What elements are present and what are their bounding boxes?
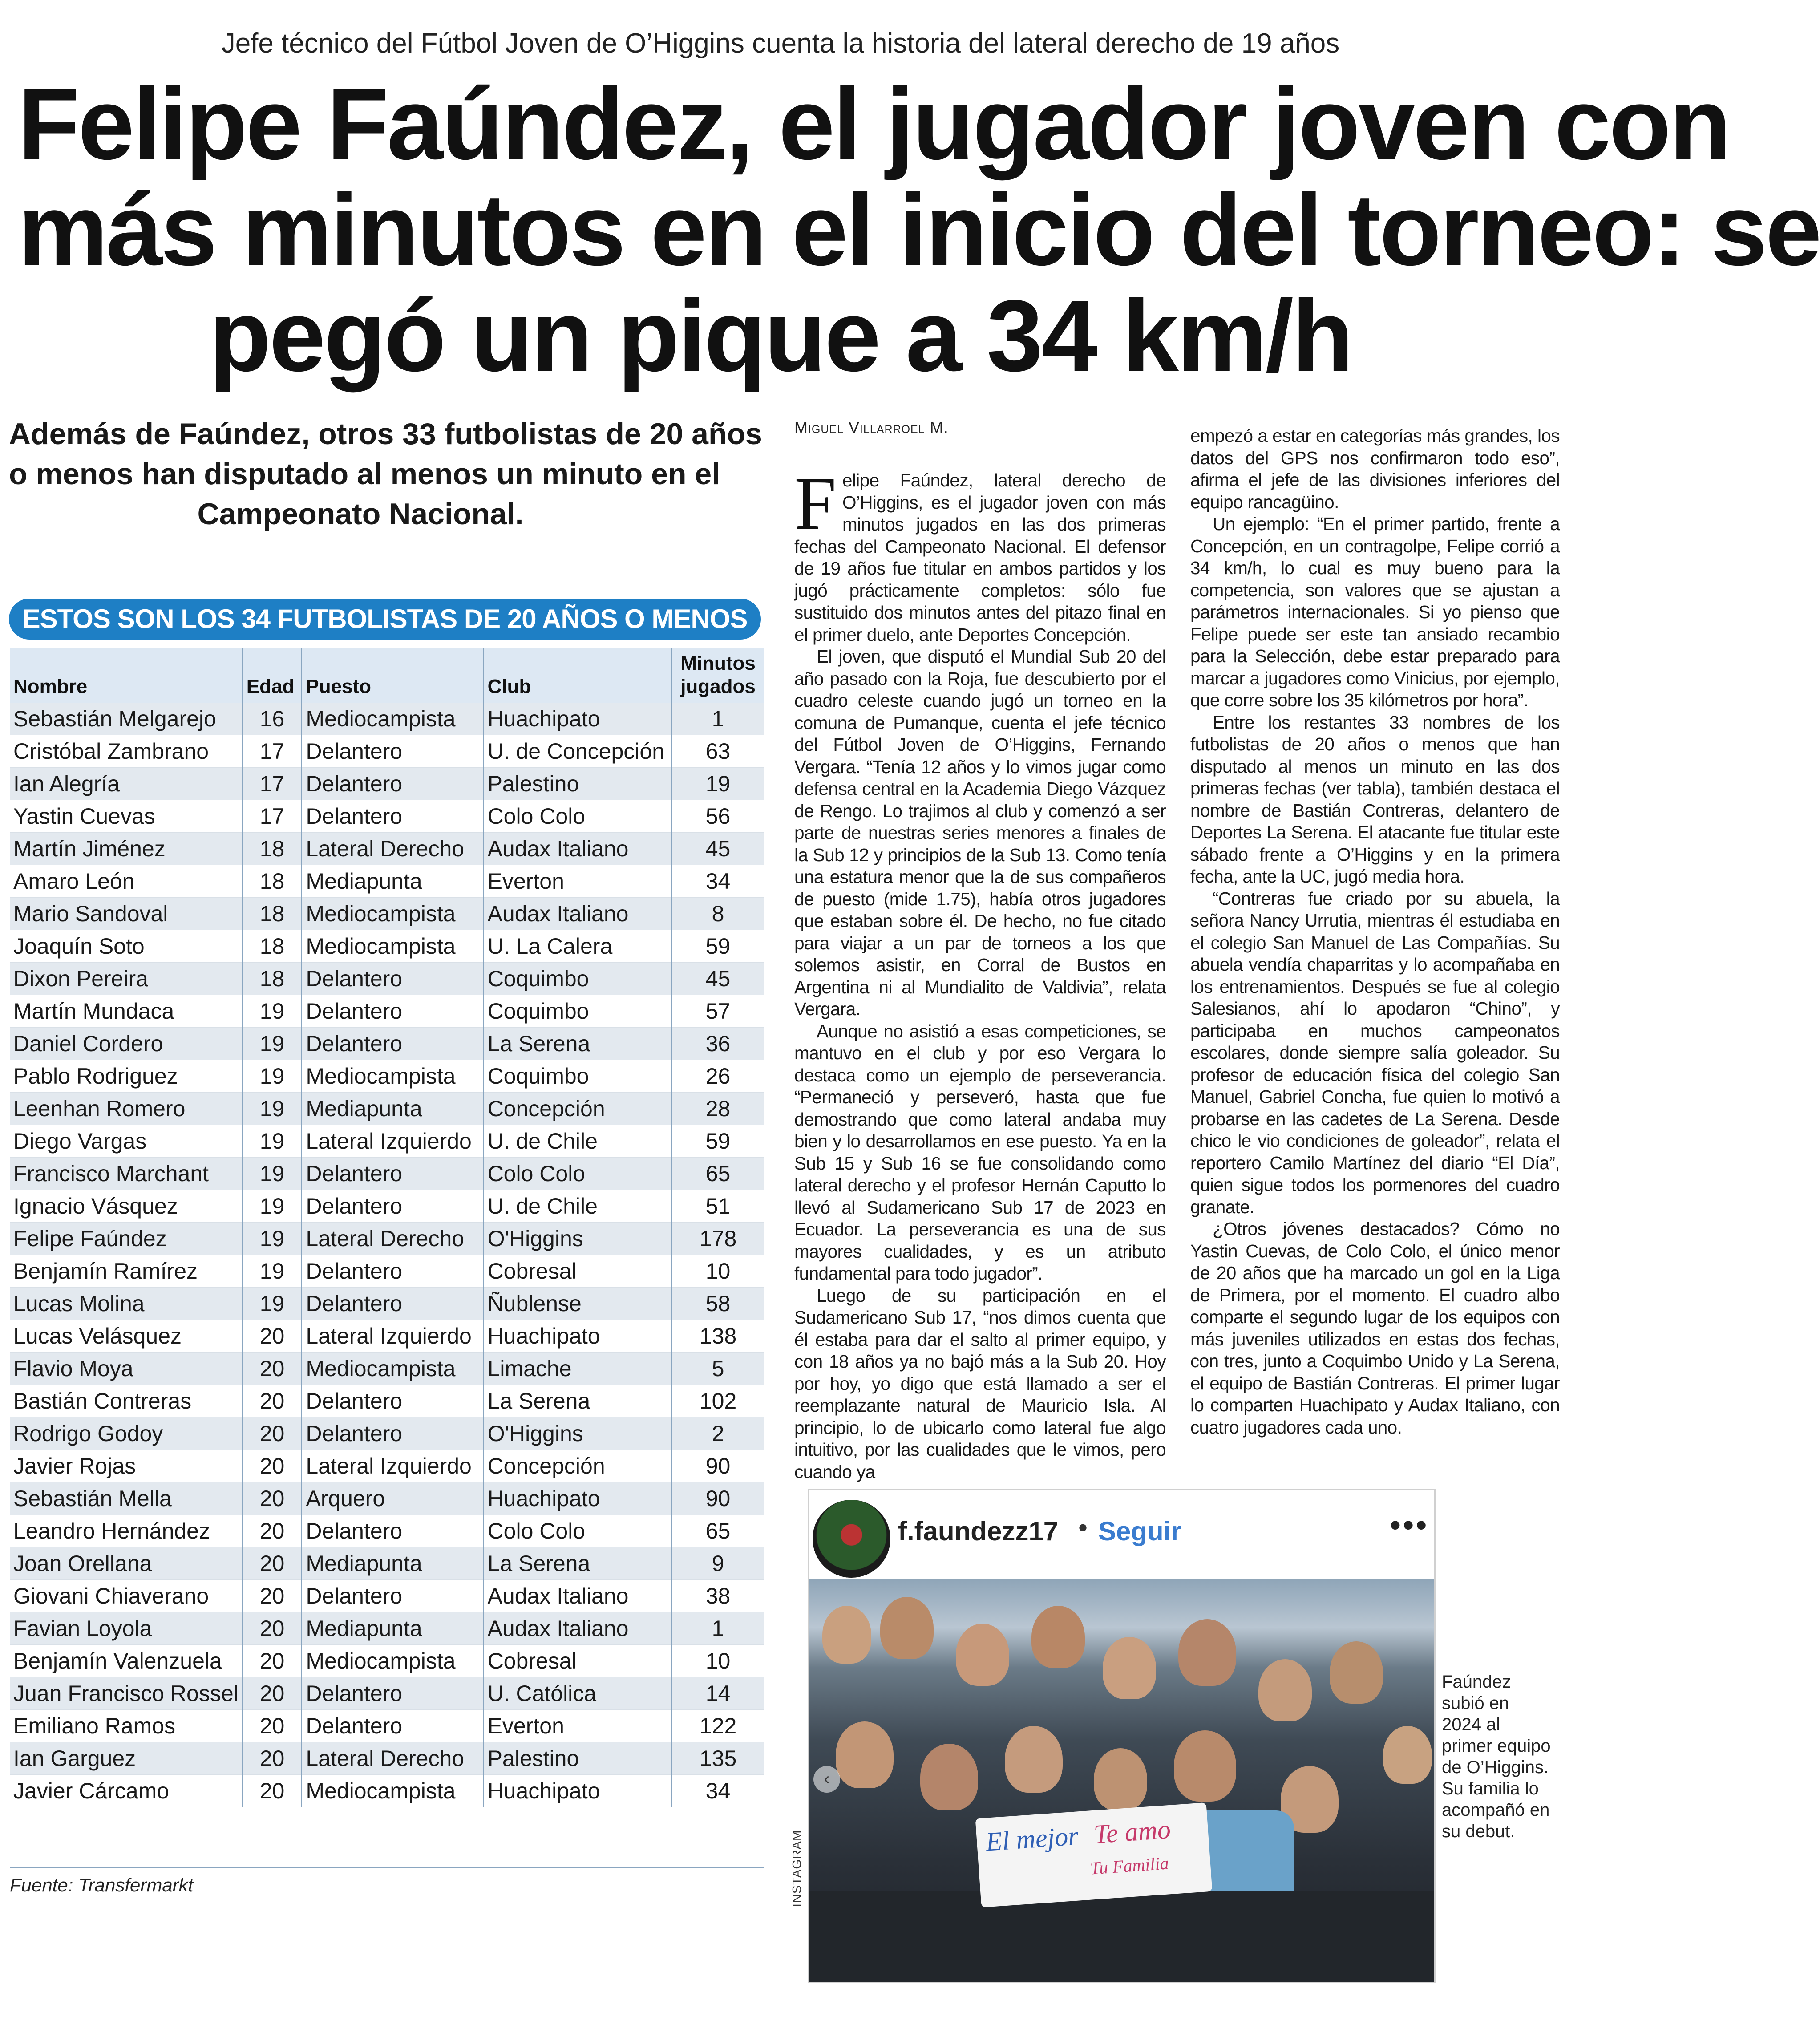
cell-name: Ian Garguez <box>10 1742 243 1775</box>
post-photo <box>809 1579 1434 1982</box>
table-row <box>10 1450 764 1482</box>
cell-club: Cobresal <box>484 1645 672 1677</box>
cell-age: 20 <box>243 1547 302 1580</box>
cell-minutes: 38 <box>672 1580 764 1612</box>
deck-line-2: o menos han disputado al menos un minuto en el <box>9 457 720 491</box>
sign-text-2: Te amo <box>1092 1814 1172 1849</box>
dropcap: F <box>794 462 836 545</box>
table-row <box>10 1417 764 1450</box>
cell-age: 20 <box>243 1450 302 1482</box>
cell-age: 18 <box>243 930 302 963</box>
cell-age: 20 <box>243 1353 302 1385</box>
cell-minutes: 26 <box>672 1060 764 1093</box>
cell-age: 19 <box>243 1255 302 1288</box>
cell-name: Francisco Marchant <box>10 1158 243 1190</box>
cell-age: 20 <box>243 1385 302 1417</box>
cell-position: Lateral Izquierdo <box>302 1450 483 1482</box>
cell-club: Palestino <box>484 1742 672 1775</box>
cell-minutes: 2 <box>672 1417 764 1450</box>
cell-name: Sebastián Melgarejo <box>10 703 243 735</box>
cell-name: Martín Mundaca <box>10 995 243 1028</box>
cell-position: Mediocampista <box>302 1353 483 1385</box>
photo-figure <box>1005 1726 1063 1793</box>
cell-club: Cobresal <box>484 1255 672 1288</box>
cell-name: Pablo Rodriguez <box>10 1060 243 1093</box>
cell-age: 20 <box>243 1417 302 1450</box>
cell-position: Mediapunta <box>302 865 483 898</box>
photo-figure <box>1178 1619 1236 1686</box>
cell-age: 19 <box>243 1158 302 1190</box>
cell-minutes: 14 <box>672 1677 764 1710</box>
cell-age: 20 <box>243 1320 302 1353</box>
header-minutes <box>672 648 764 703</box>
table-row <box>10 898 764 930</box>
cell-name: Ian Alegría <box>10 768 243 800</box>
cell-position: Delantero <box>302 735 483 768</box>
cell-age: 20 <box>243 1515 302 1547</box>
photo-figure <box>1174 1730 1236 1802</box>
cell-position: Delantero <box>302 1190 483 1223</box>
cell-club: Audax Italiano <box>484 1580 672 1612</box>
cell-club: O'Higgins <box>484 1417 672 1450</box>
cell-position: Mediapunta <box>302 1093 483 1125</box>
instagram-post-header <box>809 1490 1434 1579</box>
cell-name: Joaquín Soto <box>10 930 243 963</box>
cell-club: Audax Italiano <box>484 898 672 930</box>
carousel-prev-icon[interactable]: ‹ <box>813 1766 840 1793</box>
cell-position: Lateral Derecho <box>302 1742 483 1775</box>
table-row <box>10 1255 764 1288</box>
cell-age: 17 <box>243 800 302 833</box>
cell-age: 20 <box>243 1677 302 1710</box>
photo-figure <box>920 1744 978 1810</box>
cell-position: Delantero <box>302 1677 483 1710</box>
cell-name: Giovani Chiaverano <box>10 1580 243 1612</box>
sign-text-1: El mejor <box>985 1821 1080 1857</box>
photo-figure <box>1103 1637 1156 1699</box>
cell-minutes: 63 <box>672 735 764 768</box>
cell-age: 16 <box>243 703 302 735</box>
byline: Miguel Villarroel M. <box>794 418 949 437</box>
cell-club: Coquimbo <box>484 995 672 1028</box>
cell-minutes: 178 <box>672 1223 764 1255</box>
cell-age: 20 <box>243 1482 302 1515</box>
table-row <box>10 1580 764 1612</box>
cell-name: Javier Cárcamo <box>10 1775 243 1807</box>
cell-club: La Serena <box>484 1028 672 1060</box>
cell-club: Limache <box>484 1353 672 1385</box>
cell-name: Bastián Contreras <box>10 1385 243 1417</box>
cell-age: 19 <box>243 1125 302 1158</box>
cell-age: 18 <box>243 865 302 898</box>
cell-name: Rodrigo Godoy <box>10 1417 243 1450</box>
table-row <box>10 1612 764 1645</box>
article-paragraph: ¿Otros jóvenes destacados? Cómo no Yastin Cuevas, de Colo Colo, el único menor de 20 años que ha marcado un gol en la Liga de Primera, por el momento. El cuadro albo comparte el segundo lugar de los equipos con más juveniles utilizados en estas dos fechas, con tres, junto a Coquimbo Unido y La Serena, el equipo de Bastián Contreras. El primer lugar lo comparten Huachipato y Audax Italiano, con cuatro jugadores cada uno. <box>1190 1219 1560 1438</box>
photo-figure <box>880 1597 934 1659</box>
cell-name: Lucas Velásquez <box>10 1320 243 1353</box>
more-options-icon[interactable]: ••• <box>1390 1507 1429 1543</box>
fan-sign <box>975 1802 1213 1907</box>
deck <box>9 414 762 534</box>
cell-position: Delantero <box>302 800 483 833</box>
photo-figure <box>1031 1606 1085 1668</box>
cell-position: Arquero <box>302 1482 483 1515</box>
cell-age: 20 <box>243 1612 302 1645</box>
article-paragraph: Entre los restantes 33 nombres de los futbolistas de 20 años o menos que han disputado al menos un minuto en las dos primeras fechas (ver tabla), también destaca el nombre de Bastián Contreras, delantero de Deportes La Serena. El atacante fue titular este sábado frente a O’Higgins y en la primera fecha, ante la UC, jugó media hora. <box>1190 712 1560 887</box>
cell-position: Mediocampista <box>302 1775 483 1807</box>
table-row <box>10 833 764 865</box>
cell-club: U. La Calera <box>484 930 672 963</box>
deck-line-3: Campeonato Nacional. <box>197 497 524 531</box>
cell-age: 20 <box>243 1742 302 1775</box>
cell-club: Audax Italiano <box>484 833 672 865</box>
cell-minutes: 57 <box>672 995 764 1028</box>
players-table <box>10 648 764 1807</box>
cell-name: Sebastián Mella <box>10 1482 243 1515</box>
cell-name: Amaro León <box>10 865 243 898</box>
deck-line-1: Además de Faúndez, otros 33 futbolistas de 20 años <box>9 417 762 451</box>
instagram-post <box>808 1489 1436 1983</box>
cell-name: Martín Jiménez <box>10 833 243 865</box>
cell-club: Huachipato <box>484 703 672 735</box>
cell-minutes: 1 <box>672 703 764 735</box>
cell-name: Felipe Faúndez <box>10 1223 243 1255</box>
table-row <box>10 1645 764 1677</box>
table-row <box>10 1288 764 1320</box>
cell-name: Emiliano Ramos <box>10 1710 243 1742</box>
cell-position: Delantero <box>302 1288 483 1320</box>
cell-position: Lateral Izquierdo <box>302 1320 483 1353</box>
cell-name: Benjamín Ramírez <box>10 1255 243 1288</box>
cell-minutes: 65 <box>672 1158 764 1190</box>
cell-name: Yastin Cuevas <box>10 800 243 833</box>
cell-position: Delantero <box>302 1255 483 1288</box>
cell-minutes: 51 <box>672 1190 764 1223</box>
table-header-row <box>10 648 764 703</box>
cell-minutes: 56 <box>672 800 764 833</box>
cell-club: Huachipato <box>484 1775 672 1807</box>
cell-name: Lucas Molina <box>10 1288 243 1320</box>
cell-club: U. de Chile <box>484 1190 672 1223</box>
article-paragraph: elipe Faúndez, lateral derecho de O’Higgins, es el jugador joven con más minutos jugados en las dos primeras fechas del Campeonato Nacional. El defensor de 19 años fue titular en ambos partidos y los jugó prácticamente completos: sólo fue sustituido dos minutos antes del pitazo final en el primer duelo, ante Deportes Concepción. <box>794 470 1166 645</box>
cell-name: Benjamín Valenzuela <box>10 1645 243 1677</box>
cell-club: Concepción <box>484 1093 672 1125</box>
table-row <box>10 1677 764 1710</box>
cell-club: La Serena <box>484 1547 672 1580</box>
cell-position: Mediocampista <box>302 1060 483 1093</box>
header-minutes-line-1: Minutos <box>680 652 756 674</box>
cell-position: Mediocampista <box>302 703 483 735</box>
cell-minutes: 45 <box>672 963 764 995</box>
cell-club: Coquimbo <box>484 963 672 995</box>
cell-position: Mediocampista <box>302 930 483 963</box>
cell-position: Delantero <box>302 1158 483 1190</box>
cell-name: Cristóbal Zambrano <box>10 735 243 768</box>
cell-club: Concepción <box>484 1450 672 1482</box>
cell-club: Palestino <box>484 768 672 800</box>
cell-age: 19 <box>243 1288 302 1320</box>
cell-position: Mediocampista <box>302 1645 483 1677</box>
cell-minutes: 135 <box>672 1742 764 1775</box>
cell-position: Mediapunta <box>302 1547 483 1580</box>
cell-club: Huachipato <box>484 1482 672 1515</box>
cell-age: 19 <box>243 995 302 1028</box>
cell-club: U. de Chile <box>484 1125 672 1158</box>
cell-minutes: 34 <box>672 1775 764 1807</box>
table-source: Fuente: Transfermarkt <box>10 1867 764 1896</box>
cell-age: 19 <box>243 1223 302 1255</box>
table-row <box>10 1482 764 1515</box>
cell-minutes: 9 <box>672 1547 764 1580</box>
header-club: Club <box>484 648 672 703</box>
cell-minutes: 8 <box>672 898 764 930</box>
kicker: Jefe técnico del Fútbol Joven de O’Higgins cuenta la historia del lateral derecho de 19 años <box>221 28 1340 59</box>
cell-position: Delantero <box>302 1417 483 1450</box>
cell-age: 18 <box>243 898 302 930</box>
avatar[interactable] <box>813 1500 890 1578</box>
table-row <box>10 1515 764 1547</box>
cell-age: 20 <box>243 1645 302 1677</box>
cell-minutes: 122 <box>672 1710 764 1742</box>
cell-position: Lateral Derecho <box>302 1223 483 1255</box>
article-paragraph: Aunque no asistió a esas competiciones, se mantuvo en el club y por eso Vergara lo destaca como un ejemplo de perseverancia. “Permaneció y perseveró, hasta que fue demostrando que como lateral andaba muy bien y lo desarrollamos en ese puesto. Ya en la Sub 15 y Sub 16 se fue consolidando como lateral derecho y el profesor Hernán Caputto lo llevó al Sudamericano Sub 17 de 2023 en Ecuador. La perseverancia es una de sus mayores cualidades, y es un atributo fundamental para todo jugador”. <box>794 1021 1166 1284</box>
table-row <box>10 1353 764 1385</box>
table-row <box>10 865 764 898</box>
table-row <box>10 1385 764 1417</box>
follow-button[interactable]: Seguir <box>1098 1516 1181 1546</box>
cell-club: La Serena <box>484 1385 672 1417</box>
cell-club: U. de Concepción <box>484 735 672 768</box>
cell-age: 17 <box>243 735 302 768</box>
cell-name: Diego Vargas <box>10 1125 243 1158</box>
table-row <box>10 1158 764 1190</box>
cell-minutes: 10 <box>672 1645 764 1677</box>
table-row <box>10 1547 764 1580</box>
separator-dot: • <box>1078 1513 1088 1543</box>
cell-minutes: 10 <box>672 1255 764 1288</box>
cell-position: Lateral Derecho <box>302 833 483 865</box>
cell-position: Mediapunta <box>302 1612 483 1645</box>
photo-credit: INSTAGRAM <box>790 1830 804 1907</box>
table-row <box>10 1093 764 1125</box>
photo-figure <box>1383 1726 1432 1784</box>
photo-crowd-dark <box>809 1891 1434 1982</box>
photo-figure <box>822 1606 871 1664</box>
table-row <box>10 995 764 1028</box>
table-row <box>10 1320 764 1353</box>
header-position: Puesto <box>302 648 483 703</box>
cell-position: Mediocampista <box>302 898 483 930</box>
cell-club: Huachipato <box>484 1320 672 1353</box>
players-table-wrap <box>10 648 764 1807</box>
cell-minutes: 36 <box>672 1028 764 1060</box>
photo-caption: Faúndez subió en 2024 al primer equipo de O’Higgins. Su familia lo acompañó en su debut. <box>1442 1672 1551 1841</box>
photo-figure <box>836 1721 894 1788</box>
table-row <box>10 800 764 833</box>
cell-minutes: 90 <box>672 1482 764 1515</box>
article-column-2 <box>1190 425 1560 1438</box>
cell-position: Delantero <box>302 1028 483 1060</box>
cell-name: Leenhan Romero <box>10 1093 243 1125</box>
cell-minutes: 19 <box>672 768 764 800</box>
cell-minutes: 58 <box>672 1288 764 1320</box>
headline-line-1: Felipe Faúndez, el jugador joven con <box>18 68 1730 181</box>
cell-club: Colo Colo <box>484 1158 672 1190</box>
cell-minutes: 102 <box>672 1385 764 1417</box>
table-row <box>10 735 764 768</box>
cell-name: Joan Orellana <box>10 1547 243 1580</box>
cell-club: Colo Colo <box>484 800 672 833</box>
photo-figure <box>1330 1641 1383 1704</box>
cell-club: Everton <box>484 1710 672 1742</box>
cell-name: Favian Loyola <box>10 1612 243 1645</box>
headline <box>18 68 1820 393</box>
cell-age: 19 <box>243 1060 302 1093</box>
cell-name: Dixon Pereira <box>10 963 243 995</box>
table-row <box>10 1710 764 1742</box>
cell-name: Juan Francisco Rossel <box>10 1677 243 1710</box>
cell-minutes: 138 <box>672 1320 764 1353</box>
instagram-username[interactable]: f.faundezz17 <box>898 1516 1059 1546</box>
cell-position: Delantero <box>302 1710 483 1742</box>
article-paragraph: “Contreras fue criado por su abuela, la señora Nancy Urrutia, mientras él estudiaba en el colegio San Manuel de Las Compañías. Su abuela vendía chaparritas y lo acompañaba en los entrenamientos. Después se fue al colegio Salesianos, ahí lo apodaron “Chino”, y participaba en muchos campeonatos escolares, donde siempre salía goleador. Su profesor de educación física del colegio San Manuel, Gabriel Concha, fue quien lo motivó a probarse en las cadetes de La Serena. Desde chico le vio condiciones de goleador”, relata el reportero Camilo Martínez del diario “El Día”, quien sigue todos los pormenores del cuadro granate. <box>1190 888 1560 1217</box>
table-row <box>10 1028 764 1060</box>
cell-minutes: 45 <box>672 833 764 865</box>
table-row <box>10 1775 764 1807</box>
cell-name: Mario Sandoval <box>10 898 243 930</box>
cell-minutes: 5 <box>672 1353 764 1385</box>
cell-position: Lateral Izquierdo <box>302 1125 483 1158</box>
cell-age: 20 <box>243 1580 302 1612</box>
cell-club: Ñublense <box>484 1288 672 1320</box>
cell-age: 17 <box>243 768 302 800</box>
cell-position: Delantero <box>302 1580 483 1612</box>
cell-position: Delantero <box>302 1515 483 1547</box>
article-paragraph: Un ejemplo: “En el primer partido, frente a Concepción, en un contragolpe, Felipe corrió a 34 km/h, lo cual es muy bueno para la competencia, son valores que se ajustan a parámetros internacionales. Si yo pienso que Felipe puede ser este tan ansiado recambio para la Selección, debe estar preparado para marcar a jugadores como Vinicius, por ejemplo, que corre sobre los 35 kilómetros por hora”. <box>1190 514 1560 710</box>
cell-age: 19 <box>243 1190 302 1223</box>
cell-name: Leandro Hernández <box>10 1515 243 1547</box>
cell-age: 19 <box>243 1028 302 1060</box>
cell-minutes: 1 <box>672 1612 764 1645</box>
table-row <box>10 1742 764 1775</box>
cell-name: Daniel Cordero <box>10 1028 243 1060</box>
cell-minutes: 90 <box>672 1450 764 1482</box>
cell-position: Delantero <box>302 768 483 800</box>
article-column-1 <box>794 462 1166 1483</box>
cell-minutes: 28 <box>672 1093 764 1125</box>
cell-position: Delantero <box>302 963 483 995</box>
cell-club: U. Católica <box>484 1677 672 1710</box>
cell-minutes: 65 <box>672 1515 764 1547</box>
cell-club: Audax Italiano <box>484 1612 672 1645</box>
table-body <box>10 703 764 1807</box>
table-banner: ESTOS SON LOS 34 FUTBOLISTAS DE 20 AÑOS O MENOS <box>9 599 761 640</box>
table-row <box>10 703 764 735</box>
article-paragraph: El joven, que disputó el Mundial Sub 20 del año pasado con la Roja, fue descubierto por el cuadro celeste cuando jugó un torneo en la comuna de Pumanque, cuenta el jefe técnico del Fútbol Joven de O’Higgins, Fernando Vergara. “Tenía 12 años y lo vimos jugar como defensa central en la Academia Diego Vázquez de Rengo. Lo trajimos al club y comenzó a ser parte de nuestras series menores a finales de la Sub 12 y principios de la Sub 13. Como tenía una estatura menor que la de sus compañeros de puesto (mide 1.75), había otros jugadores que estaban sobre él. De hecho, no fue citado para viajar a un par de torneos a los que solemos asistir, en Corral de Bustos en Argentina ni al Mundialito de Valdivia”, relata Vergara. <box>794 646 1166 1019</box>
cell-age: 18 <box>243 963 302 995</box>
cell-minutes: 34 <box>672 865 764 898</box>
cell-name: Flavio Moya <box>10 1353 243 1385</box>
sign-text-3: Tu Familia <box>1089 1853 1169 1879</box>
cell-minutes: 59 <box>672 930 764 963</box>
cell-name: Javier Rojas <box>10 1450 243 1482</box>
headline-line-2: más minutos en el inicio del torneo: se <box>18 174 1820 287</box>
photo-figure <box>1094 1748 1147 1810</box>
header-name: Nombre <box>10 648 243 703</box>
table-row <box>10 1125 764 1158</box>
cell-age: 20 <box>243 1710 302 1742</box>
cell-position: Delantero <box>302 1385 483 1417</box>
headline-line-3: pegó un pique a 34 km/h <box>209 279 1352 393</box>
photo-figure <box>1258 1659 1312 1721</box>
cell-minutes: 59 <box>672 1125 764 1158</box>
cell-age: 20 <box>243 1775 302 1807</box>
cell-club: O'Higgins <box>484 1223 672 1255</box>
article-paragraph: empezó a estar en categorías más grandes, los datos del GPS nos confirmaron todo eso”, afirma el jefe de las divisiones inferiores del equipo rancagüino. <box>1190 425 1560 512</box>
cell-name: Ignacio Vásquez <box>10 1190 243 1223</box>
header-minutes-line-2: jugados <box>680 676 756 697</box>
table-row <box>10 1190 764 1223</box>
cell-age: 18 <box>243 833 302 865</box>
table-row <box>10 963 764 995</box>
cell-position: Delantero <box>302 995 483 1028</box>
cell-club: Everton <box>484 865 672 898</box>
cell-club: Colo Colo <box>484 1515 672 1547</box>
cell-age: 19 <box>243 1093 302 1125</box>
article-paragraph: Luego de su participación en el Sudamericano Sub 17, “nos dimos cuenta que él estaba para dar el salto al primer equipo, y con 18 años ya no bajó más a la Sub 20. Hoy por hoy, yo digo que está llamado a ser el reemplazante natural de Mauricio Isla. Al principio, lo de ubicarlo como lateral fue algo intuitivo, por las cualidades que le vimos, pero cuando ya <box>794 1285 1166 1482</box>
table-row <box>10 768 764 800</box>
table-row <box>10 930 764 963</box>
table-row <box>10 1223 764 1255</box>
table-row <box>10 1060 764 1093</box>
header-age: Edad <box>243 648 302 703</box>
cell-club: Coquimbo <box>484 1060 672 1093</box>
photo-figure <box>956 1624 1009 1686</box>
